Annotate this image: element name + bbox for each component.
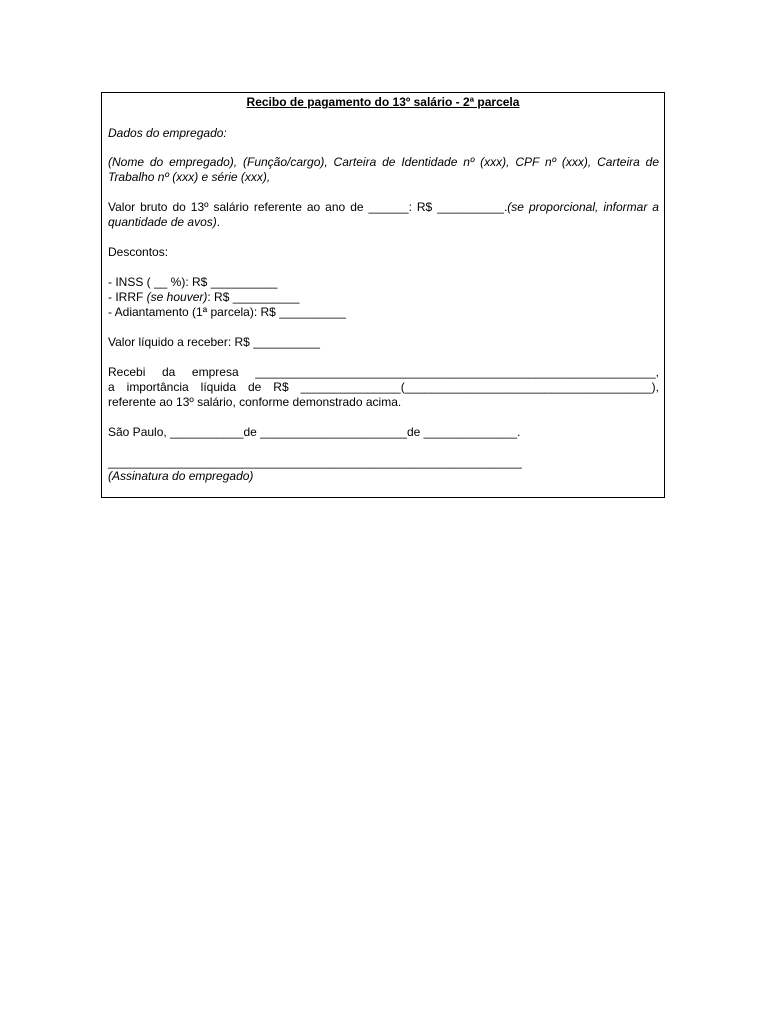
desconto-irrf: - IRRF (se houver): R$ __________ xyxy=(108,290,300,304)
descontos-heading: Descontos: xyxy=(108,245,169,259)
desconto-adiantamento: - Adiantamento (1ª parcela): R$ __________ xyxy=(108,305,346,319)
document-title: Recibo de pagamento do 13º salário - 2ª parcela xyxy=(246,95,520,109)
valor-liquido: Valor líquido a receber: R$ __________ xyxy=(108,335,320,349)
signature-line: ______________________________________________________________ xyxy=(108,455,522,469)
recebi-line-1: Recebi da empresa ____________________________________________________________, xyxy=(108,365,659,379)
dados-line-2: Trabalho nº (xxx) e série (xxx), xyxy=(108,170,271,184)
signature-label: (Assinatura do empregado) xyxy=(108,469,254,483)
recebi-line-3: referente ao 13º salário, conforme demonstrado acima. xyxy=(108,395,402,409)
local-data-line: São Paulo, ___________de ______________________de ______________. xyxy=(108,425,521,439)
dados-line-1: (Nome do empregado), (Função/cargo), Carteira de Identidade nº (xxx), CPF nº (xxx), Carteira de xyxy=(108,155,659,169)
receipt-box xyxy=(101,92,665,498)
recebi-line-2: a importância líquida de R$ _______________(_____________________________________), xyxy=(108,380,659,394)
valor-bruto-line-1: Valor bruto do 13º salário referente ao ano de ______: R$ __________.(se proporcional, informar a xyxy=(108,200,659,214)
valor-bruto-line-2: quantidade de avos). xyxy=(108,215,221,229)
dados-heading: Dados do empregado: xyxy=(108,126,227,140)
desconto-inss: - INSS ( __ %): R$ __________ xyxy=(108,275,278,289)
